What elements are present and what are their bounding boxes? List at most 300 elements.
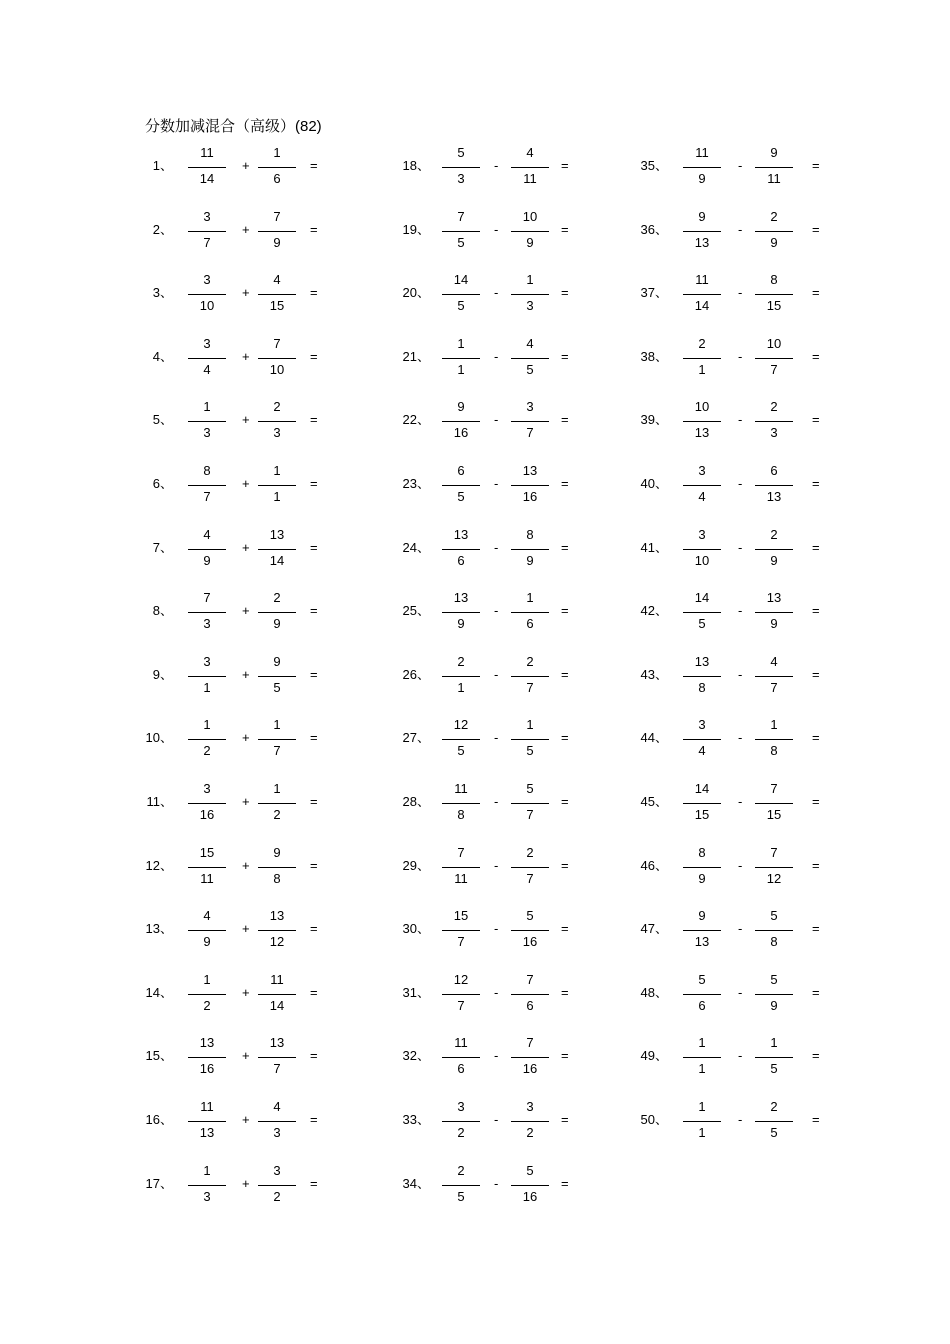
equals-sign: = (561, 348, 569, 364)
denominator: 16 (522, 489, 538, 504)
numerator: 4 (203, 908, 211, 924)
operator: + (242, 1048, 250, 1064)
numerator: 6 (770, 463, 778, 478)
denominator: 13 (694, 425, 710, 441)
denominator: 4 (698, 743, 706, 759)
fraction-bar (755, 485, 793, 486)
equals-sign: = (812, 539, 820, 555)
first-fraction (188, 461, 226, 511)
denominator: 12 (269, 934, 285, 950)
first-fraction (188, 970, 226, 1020)
operator: - (494, 158, 499, 173)
first-fraction (683, 334, 721, 384)
problem-number: 8、 (152, 603, 173, 619)
denominator: 9 (273, 616, 281, 632)
denominator: 7 (526, 870, 534, 886)
first-fraction (442, 397, 480, 447)
denominator: 15 (694, 807, 710, 822)
second-fraction (755, 207, 793, 257)
fraction-bar (511, 1121, 549, 1122)
first-fraction (683, 397, 721, 447)
first-fraction (683, 1097, 721, 1147)
first-fraction (683, 588, 721, 638)
equals-sign: = (310, 476, 318, 491)
problem-number: 6、 (152, 476, 173, 491)
denominator: 11 (200, 870, 214, 886)
second-fraction (511, 143, 549, 193)
denominator: 14 (199, 171, 215, 186)
operator: - (494, 921, 499, 937)
equals-sign: = (561, 666, 569, 682)
second-fraction (258, 143, 296, 193)
denominator: 5 (457, 489, 465, 504)
second-fraction (755, 270, 793, 320)
numerator: 10 (522, 208, 538, 224)
denominator: 3 (770, 425, 778, 441)
denominator: 3 (273, 1125, 281, 1140)
second-fraction (258, 207, 296, 257)
equals-sign: = (310, 158, 318, 173)
numerator: 13 (269, 908, 285, 924)
problem-number: 46、 (640, 857, 668, 873)
operator: + (242, 921, 250, 937)
first-fraction (683, 906, 721, 956)
numerator: 3 (203, 653, 211, 669)
numerator: 11 (200, 145, 214, 160)
operator: - (494, 794, 499, 809)
equals-sign: = (310, 857, 318, 873)
problem-number: 7、 (152, 539, 173, 555)
equals-sign: = (812, 666, 820, 682)
equals-sign: = (310, 1048, 318, 1064)
equals-sign: = (561, 1112, 569, 1127)
numerator: 5 (770, 971, 778, 987)
problem-number: 41、 (640, 539, 668, 555)
operator: + (242, 285, 250, 301)
numerator: 7 (457, 844, 465, 860)
equals-sign: = (561, 730, 569, 746)
fraction-bar (511, 231, 549, 232)
second-fraction (511, 970, 549, 1020)
equals-sign: = (310, 221, 318, 237)
first-fraction (442, 270, 480, 320)
problem-number: 50、 (640, 1112, 668, 1127)
numerator: 7 (526, 971, 534, 987)
operator: + (242, 666, 250, 682)
equals-sign: = (310, 1112, 318, 1127)
denominator: 6 (698, 997, 706, 1013)
denominator: 9 (770, 234, 778, 250)
problem-number: 44、 (640, 730, 668, 746)
problem-number: 39、 (640, 412, 668, 428)
numerator: 15 (453, 908, 469, 924)
equals-sign: = (561, 794, 569, 809)
denominator: 5 (273, 679, 281, 695)
fraction-bar (511, 676, 549, 677)
equals-sign: = (561, 1048, 569, 1064)
fraction-bar (683, 485, 721, 486)
numerator: 1 (273, 463, 281, 478)
operator: - (738, 1048, 743, 1064)
second-fraction (258, 461, 296, 511)
numerator: 2 (770, 526, 778, 542)
numerator: 14 (694, 781, 710, 796)
fraction-bar (511, 803, 549, 804)
first-fraction (442, 1161, 480, 1211)
fraction-bar (683, 867, 721, 868)
fraction-bar (442, 485, 480, 486)
second-fraction (511, 588, 549, 638)
equals-sign: = (561, 285, 569, 301)
denominator: 9 (273, 234, 281, 250)
second-fraction (755, 461, 793, 511)
first-fraction (683, 1033, 721, 1083)
equals-sign: = (310, 730, 318, 746)
problem-number: 23、 (402, 476, 430, 491)
operator: - (738, 476, 743, 491)
numerator: 7 (526, 1035, 534, 1051)
numerator: 9 (457, 399, 465, 415)
second-fraction (511, 397, 549, 447)
problem-number: 18、 (402, 158, 430, 173)
numerator: 4 (526, 335, 534, 351)
denominator: 1 (273, 489, 281, 504)
numerator: 11 (454, 1035, 468, 1051)
fraction-bar (442, 231, 480, 232)
numerator: 2 (770, 208, 778, 224)
second-fraction (511, 270, 549, 320)
numerator: 13 (766, 590, 782, 606)
first-fraction (683, 461, 721, 511)
equals-sign: = (561, 412, 569, 428)
first-fraction (188, 525, 226, 575)
equals-sign: = (310, 666, 318, 682)
fraction-bar (442, 1185, 480, 1186)
denominator: 3 (526, 298, 534, 314)
numerator: 2 (770, 1099, 778, 1114)
numerator: 13 (269, 526, 285, 542)
denominator: 7 (770, 361, 778, 377)
first-fraction (188, 779, 226, 829)
denominator: 3 (203, 1188, 211, 1204)
denominator: 9 (526, 234, 534, 250)
equals-sign: = (812, 984, 820, 1000)
operator: + (242, 603, 250, 619)
operator: + (242, 348, 250, 364)
problem-number: 13、 (145, 921, 173, 937)
denominator: 9 (698, 870, 706, 886)
problem-number: 31、 (402, 984, 430, 1000)
numerator: 7 (273, 208, 281, 224)
fraction-bar (683, 1057, 721, 1058)
numerator: 6 (457, 463, 465, 478)
fraction-bar (258, 294, 296, 295)
fraction-bar (511, 1185, 549, 1186)
problem-number: 4、 (152, 348, 173, 364)
numerator: 3 (203, 272, 211, 288)
second-fraction (755, 1097, 793, 1147)
numerator: 1 (273, 717, 281, 733)
fraction-bar (442, 358, 480, 359)
fraction-bar (755, 231, 793, 232)
second-fraction (258, 588, 296, 638)
fraction-bar (188, 1057, 226, 1058)
equals-sign: = (561, 984, 569, 1000)
first-fraction (188, 143, 226, 193)
denominator: 9 (770, 997, 778, 1013)
fraction-bar (683, 549, 721, 550)
first-fraction (188, 207, 226, 257)
numerator: 2 (273, 590, 281, 606)
fraction-bar (442, 803, 480, 804)
operator: + (242, 158, 250, 173)
first-fraction (188, 1097, 226, 1147)
operator: - (738, 666, 743, 682)
first-fraction (188, 270, 226, 320)
denominator: 7 (526, 807, 534, 822)
first-fraction (188, 1033, 226, 1083)
equals-sign: = (561, 476, 569, 491)
operator: - (738, 539, 743, 555)
problem-number: 12、 (145, 857, 173, 873)
denominator: 2 (457, 1125, 465, 1140)
numerator: 3 (698, 717, 706, 733)
second-fraction (258, 525, 296, 575)
fraction-bar (258, 676, 296, 677)
fraction-bar (755, 803, 793, 804)
numerator: 3 (526, 399, 534, 415)
second-fraction (511, 525, 549, 575)
numerator: 5 (526, 781, 534, 796)
problem-number: 11、 (146, 794, 173, 809)
equals-sign: = (812, 921, 820, 937)
second-fraction (511, 652, 549, 702)
first-fraction (683, 843, 721, 893)
numerator: 5 (457, 145, 465, 160)
problem-number: 47、 (640, 921, 668, 937)
first-fraction (188, 843, 226, 893)
first-fraction (188, 397, 226, 447)
equals-sign: = (561, 1175, 569, 1191)
equals-sign: = (812, 730, 820, 746)
second-fraction (258, 970, 296, 1020)
fraction-bar (755, 739, 793, 740)
denominator: 6 (273, 171, 281, 186)
first-fraction (683, 207, 721, 257)
numerator: 1 (203, 399, 211, 415)
denominator: 8 (770, 743, 778, 759)
equals-sign: = (812, 857, 820, 873)
numerator: 3 (203, 208, 211, 224)
denominator: 7 (457, 997, 465, 1013)
first-fraction (442, 970, 480, 1020)
fraction-bar (442, 612, 480, 613)
operator: - (738, 603, 743, 619)
denominator: 12 (766, 870, 782, 886)
numerator: 5 (526, 908, 534, 924)
numerator: 7 (770, 781, 778, 796)
denominator: 10 (694, 552, 710, 568)
numerator: 5 (698, 971, 706, 987)
denominator: 16 (199, 807, 215, 822)
numerator: 14 (453, 272, 469, 288)
operator: + (242, 412, 250, 428)
problem-number: 34、 (402, 1175, 430, 1191)
fraction-bar (188, 421, 226, 422)
operator: - (738, 730, 743, 746)
fraction-bar (442, 549, 480, 550)
denominator: 16 (522, 1188, 538, 1204)
second-fraction (258, 334, 296, 384)
fraction-bar (755, 994, 793, 995)
denominator: 7 (273, 1061, 281, 1077)
numerator: 3 (203, 335, 211, 351)
denominator: 2 (273, 807, 281, 822)
denominator: 1 (698, 361, 706, 377)
fraction-bar (683, 231, 721, 232)
numerator: 4 (273, 272, 281, 288)
first-fraction (188, 334, 226, 384)
denominator: 2 (203, 997, 211, 1013)
fraction-bar (188, 994, 226, 995)
fraction-bar (511, 421, 549, 422)
fraction-bar (442, 1121, 480, 1122)
operator: - (738, 221, 743, 237)
operator: - (494, 476, 499, 491)
operator: - (494, 666, 499, 682)
problem-number: 9、 (152, 666, 173, 682)
fraction-bar (511, 485, 549, 486)
numerator: 12 (453, 971, 469, 987)
problem-number: 37、 (640, 285, 668, 301)
fraction-bar (683, 803, 721, 804)
equals-sign: = (310, 603, 318, 619)
denominator: 13 (766, 489, 782, 504)
denominator: 7 (770, 679, 778, 695)
second-fraction (755, 970, 793, 1020)
equals-sign: = (310, 412, 318, 428)
numerator: 5 (526, 1162, 534, 1178)
denominator: 5 (770, 1125, 778, 1140)
second-fraction (755, 779, 793, 829)
numerator: 1 (526, 717, 534, 733)
numerator: 3 (698, 463, 706, 478)
problem-number: 35、 (640, 158, 668, 173)
denominator: 7 (203, 234, 211, 250)
denominator: 1 (203, 679, 211, 695)
operator: - (494, 984, 499, 1000)
fraction-bar (755, 1057, 793, 1058)
fraction-bar (683, 994, 721, 995)
second-fraction (511, 843, 549, 893)
fraction-bar (755, 549, 793, 550)
numerator: 1 (698, 1099, 706, 1114)
fraction-bar (188, 803, 226, 804)
numerator: 3 (698, 526, 706, 542)
first-fraction (442, 1097, 480, 1147)
second-fraction (755, 652, 793, 702)
denominator: 9 (203, 552, 211, 568)
fraction-bar (683, 294, 721, 295)
problem-number: 21、 (402, 348, 430, 364)
numerator: 1 (273, 145, 281, 160)
fraction-bar (188, 739, 226, 740)
denominator: 14 (694, 298, 710, 314)
problem-number: 26、 (402, 666, 430, 682)
numerator: 5 (770, 908, 778, 924)
denominator: 9 (526, 552, 534, 568)
denominator: 16 (453, 425, 469, 441)
operator: + (242, 1112, 250, 1127)
denominator: 3 (457, 171, 465, 186)
equals-sign: = (310, 285, 318, 301)
operator: - (494, 1175, 499, 1191)
first-fraction (442, 461, 480, 511)
problem-number: 24、 (402, 539, 430, 555)
fraction-bar (511, 294, 549, 295)
numerator: 11 (695, 145, 709, 160)
denominator: 13 (694, 934, 710, 950)
second-fraction (258, 652, 296, 702)
first-fraction (442, 1033, 480, 1083)
denominator: 1 (698, 1125, 706, 1140)
denominator: 13 (694, 234, 710, 250)
fraction-bar (258, 930, 296, 931)
numerator: 10 (694, 399, 710, 415)
numerator: 11 (454, 781, 468, 796)
fraction-bar (258, 994, 296, 995)
problem-number: 48、 (640, 984, 668, 1000)
denominator: 6 (457, 1061, 465, 1077)
first-fraction (442, 525, 480, 575)
first-fraction (683, 525, 721, 575)
numerator: 8 (203, 463, 211, 478)
denominator: 7 (457, 934, 465, 950)
denominator: 8 (698, 679, 706, 695)
denominator: 13 (199, 1125, 215, 1140)
first-fraction (442, 779, 480, 829)
denominator: 5 (457, 743, 465, 759)
second-fraction (258, 1161, 296, 1211)
operator: + (242, 794, 250, 809)
first-fraction (683, 779, 721, 829)
second-fraction (258, 715, 296, 765)
fraction-bar (258, 1185, 296, 1186)
first-fraction (442, 334, 480, 384)
fraction-bar (442, 867, 480, 868)
denominator: 9 (770, 616, 778, 632)
numerator: 4 (526, 145, 534, 160)
fraction-bar (258, 231, 296, 232)
fraction-bar (188, 167, 226, 168)
second-fraction (258, 843, 296, 893)
equals-sign: = (812, 1048, 820, 1064)
operator: + (242, 476, 250, 491)
second-fraction (755, 715, 793, 765)
problem-number: 15、 (145, 1048, 173, 1064)
operator: + (242, 1175, 250, 1191)
fraction-bar (258, 867, 296, 868)
operator: - (494, 603, 499, 619)
numerator: 2 (698, 335, 706, 351)
fraction-bar (683, 1121, 721, 1122)
numerator: 9 (273, 653, 281, 669)
denominator: 4 (698, 489, 706, 504)
denominator: 14 (269, 552, 285, 568)
fraction-bar (683, 930, 721, 931)
problem-number: 42、 (640, 603, 668, 619)
fraction-bar (442, 930, 480, 931)
